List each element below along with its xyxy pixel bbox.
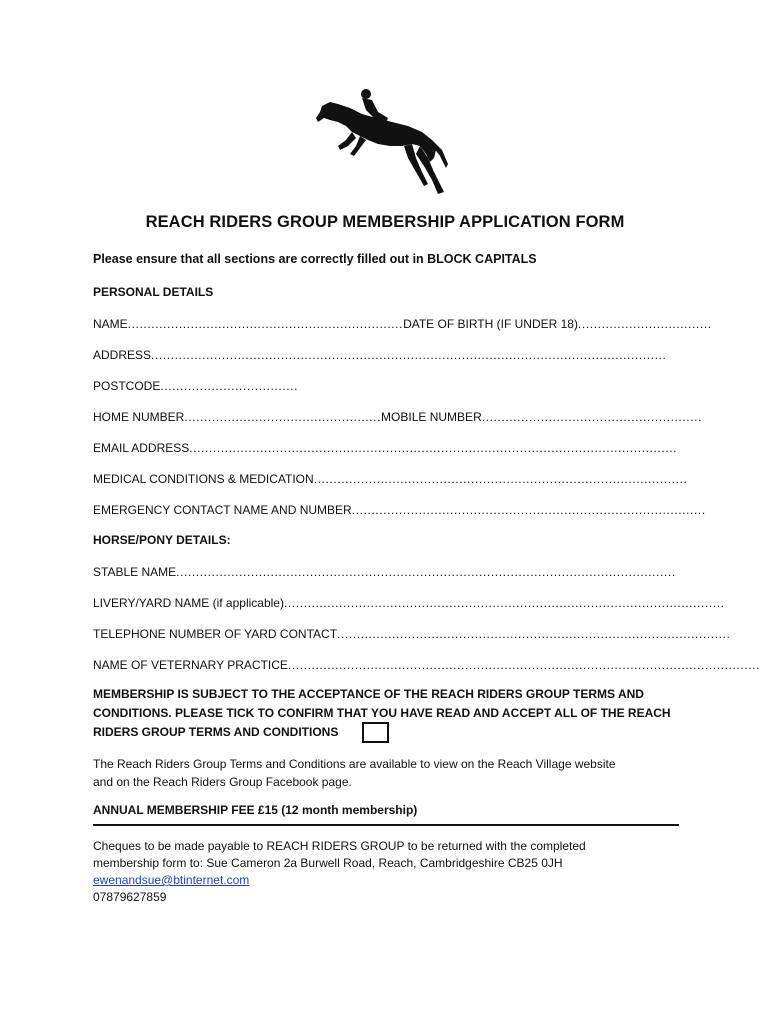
livery-yard-name-field[interactable]: LIVERY/YARD NAME (if applicable)................................................................................................................ (93, 596, 725, 610)
cheques-line-1: Cheques to be made payable to REACH RIDERS GROUP to be returned with the completed (93, 839, 586, 853)
emergency-contact-field[interactable]: EMERGENCY CONTACT NAME AND NUMBER.......................................................................................... (93, 503, 706, 517)
stable-name-field[interactable]: STABLE NAME............................................................................................................................... (93, 565, 676, 579)
postcode-field[interactable]: POSTCODE................................... (93, 379, 299, 393)
terms-line-3: RIDERS GROUP TERMS AND CONDITIONS (93, 725, 339, 739)
cheques-line-2: membership form to: Sue Cameron 2a Burwell Road, Reach, Cambridgeshire CB25 0JH (93, 856, 563, 870)
emergency-contact-label: EMERGENCY CONTACT NAME AND NUMBER (93, 503, 352, 517)
terms-line-1: MEMBERSHIP IS SUBJECT TO THE ACCEPTANCE OF THE REACH RIDERS GROUP TERMS AND (93, 687, 644, 701)
annual-fee: ANNUAL MEMBERSHIP FEE £15 (12 month membership) (93, 803, 418, 817)
veterinary-practice-label: NAME OF VETERNARY PRACTICE (93, 658, 288, 672)
name-field[interactable]: NAME......................................................................DATE OF BIRTH (IF UNDER 18).................................. (93, 317, 712, 331)
yard-telephone-field[interactable]: TELEPHONE NUMBER OF YARD CONTACT.................................................................................................... (93, 627, 731, 641)
terms-line-2: CONDITIONS. PLEASE TICK TO CONFIRM THAT YOU HAVE READ AND ACCEPT ALL OF THE REACH (93, 706, 671, 720)
dob-label: DATE OF BIRTH (IF UNDER 18) (403, 317, 578, 331)
horse-pony-details-heading: HORSE/PONY DETAILS: (93, 533, 231, 547)
livery-yard-name-label: LIVERY/YARD NAME (if applicable) (93, 596, 284, 610)
personal-details-heading: PERSONAL DETAILS (93, 285, 214, 299)
mobile-number-label: MOBILE NUMBER (381, 410, 482, 424)
email-address-field[interactable]: EMAIL ADDRESS............................................................................................................................ (93, 441, 678, 455)
email-address-label: EMAIL ADDRESS (93, 441, 190, 455)
home-number-field[interactable]: HOME NUMBER..................................................MOBILE NUMBER........................................................ (93, 410, 703, 424)
veterinary-practice-field[interactable]: NAME OF VETERNARY PRACTICE........................................................................................................................ (93, 658, 761, 672)
contact-phone: 07879627859 (93, 890, 167, 904)
payment-instructions (93, 838, 683, 906)
accept-terms-checkbox[interactable] (362, 722, 389, 743)
medical-conditions-label: MEDICAL CONDITIONS & MEDICATION (93, 472, 314, 486)
postcode-label: POSTCODE (93, 379, 161, 393)
divider (93, 824, 679, 826)
home-number-label: HOME NUMBER (93, 410, 185, 424)
form-title: REACH RIDERS GROUP MEMBERSHIP APPLICATION FORM (145, 213, 625, 231)
yard-telephone-label: TELEPHONE NUMBER OF YARD CONTACT (93, 627, 338, 641)
horse-jumping-silhouette-icon (316, 88, 452, 196)
availability-line-2: and on the Reach Riders Group Facebook page. (93, 775, 352, 789)
stable-name-label: STABLE NAME (93, 565, 177, 579)
address-field[interactable]: ADDRESS................................................................................................................................... (93, 348, 667, 362)
address-label: ADDRESS (93, 348, 152, 362)
terms-availability (93, 755, 683, 791)
availability-line-1: The Reach Riders Group Terms and Conditions are available to view on the Reach Village website (93, 757, 616, 771)
medical-conditions-field[interactable]: MEDICAL CONDITIONS & MEDICATION............................................................................................... (93, 472, 688, 486)
name-label: NAME (93, 317, 128, 331)
instructions: Please ensure that all sections are correctly filled out in BLOCK CAPITALS (93, 252, 537, 266)
contact-email-link[interactable]: ewenandsue@btinternet.com (93, 873, 250, 887)
